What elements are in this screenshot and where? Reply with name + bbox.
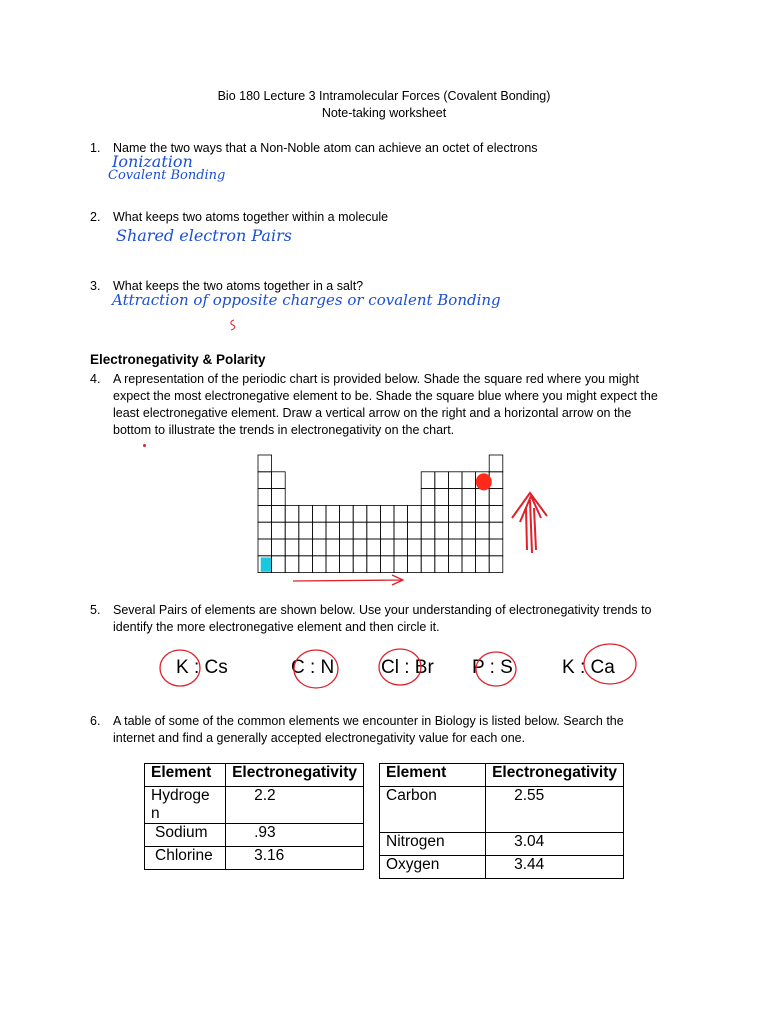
- stray-ink-mark: [228, 318, 238, 332]
- periodic-table-cell: [394, 539, 408, 556]
- periodic-table-cell: [380, 539, 394, 556]
- question-number: 3.: [90, 279, 101, 293]
- table-header: Element: [380, 764, 486, 787]
- question-text: expect the most electronegative element to be. Shade the square blue where you might expect the: [113, 389, 658, 403]
- periodic-table-cell: [326, 539, 340, 556]
- circle-mark: [476, 652, 516, 686]
- periodic-table-cell: [258, 489, 272, 506]
- periodic-table-cell: [435, 522, 449, 539]
- section-heading: Electronegativity & Polarity: [90, 352, 266, 367]
- periodic-table-cell: [462, 472, 476, 489]
- question-number: 4.: [90, 372, 101, 386]
- periodic-table-cell: [421, 522, 435, 539]
- periodic-table-cell: [435, 556, 449, 573]
- periodic-table-cell: [312, 539, 326, 556]
- periodic-table-cell: [380, 522, 394, 539]
- periodic-table-cell: [340, 556, 354, 573]
- periodic-table-cell: [326, 556, 340, 573]
- periodic-table-cell: [421, 556, 435, 573]
- electronegativity-table-right: [379, 763, 624, 879]
- table-row: [145, 824, 364, 847]
- question-text: Several Pairs of elements are shown below. Use your understanding of electronegativity trends to: [113, 603, 652, 617]
- table-cell: Nitrogen: [380, 833, 486, 856]
- periodic-table-cell: [299, 539, 313, 556]
- periodic-table-cell: [448, 472, 462, 489]
- table-row: [145, 847, 364, 870]
- periodic-table-cell: [380, 556, 394, 573]
- answer-circles: [150, 640, 650, 696]
- question-text: bottom to illustrate the trends in electronegativity on the chart.: [113, 423, 455, 437]
- periodic-table-cell: [462, 489, 476, 506]
- periodic-table-cell: [312, 522, 326, 539]
- question-text: Name the two ways that a Non-Noble atom can achieve an octet of electrons: [113, 141, 538, 155]
- circle-mark: [294, 650, 338, 688]
- periodic-table-cell: [408, 539, 422, 556]
- table-header: Element: [145, 764, 226, 787]
- periodic-table-cell: [476, 505, 490, 522]
- periodic-table-cell: [476, 539, 490, 556]
- handwritten-answer: Attraction of opposite charges or covalent Bonding: [112, 291, 501, 309]
- periodic-table-cell: [272, 472, 286, 489]
- periodic-table-cell: [462, 505, 476, 522]
- handwritten-answer: Covalent Bonding: [108, 168, 226, 183]
- periodic-table-cell: [448, 489, 462, 506]
- element-pair: Cl : Br: [381, 657, 434, 678]
- periodic-table-cell: [340, 539, 354, 556]
- periodic-table-cell: [448, 556, 462, 573]
- question-number: 2.: [90, 210, 101, 224]
- periodic-table-cell: [353, 556, 367, 573]
- circle-mark: [160, 650, 200, 686]
- periodic-table-cell: [299, 522, 313, 539]
- element-pair: C : N: [291, 657, 335, 678]
- periodic-table-cell: [258, 522, 272, 539]
- periodic-table-cell: [272, 522, 286, 539]
- worksheet-subtitle: Note-taking worksheet: [321, 106, 447, 120]
- periodic-table-cell: [394, 505, 408, 522]
- element-pair: K : Cs: [176, 657, 228, 678]
- table-header: Electronegativity: [226, 764, 364, 787]
- table-cell: Oxygen: [380, 856, 486, 879]
- table-cell: 2.2: [226, 787, 364, 824]
- question-text: What keeps the two atoms together in a salt?: [113, 279, 364, 293]
- periodic-table-cell: [258, 505, 272, 522]
- stray-ink-dot: [143, 444, 146, 447]
- periodic-table-cell: [258, 455, 272, 472]
- question-number: 1.: [90, 141, 101, 155]
- periodic-table-cell: [489, 455, 503, 472]
- periodic-table-cell: [272, 489, 286, 506]
- table-cell: 3.16: [226, 847, 364, 870]
- periodic-table-cell: [299, 556, 313, 573]
- periodic-table-cell: [421, 472, 435, 489]
- table-row: [145, 787, 364, 824]
- periodic-table-cell: [448, 539, 462, 556]
- periodic-table-cell: [272, 556, 286, 573]
- periodic-table-cell: [285, 522, 299, 539]
- periodic-table-cell: [421, 539, 435, 556]
- table-cell: 2.55: [486, 787, 624, 833]
- periodic-table-cell: [326, 522, 340, 539]
- handwritten-answer: Ionization: [112, 152, 193, 171]
- periodic-table-cell: [326, 505, 340, 522]
- periodic-table-cell: [258, 539, 272, 556]
- circle-mark: [584, 644, 636, 684]
- periodic-table-cell: [408, 556, 422, 573]
- table-header: Electronegativity: [486, 764, 624, 787]
- periodic-table-cell: [285, 556, 299, 573]
- periodic-table-cell: [312, 556, 326, 573]
- periodic-table-cell: [312, 505, 326, 522]
- periodic-table-cell: [462, 556, 476, 573]
- periodic-table-cell: [408, 522, 422, 539]
- periodic-table-cell: [408, 505, 422, 522]
- periodic-table-cell: [462, 522, 476, 539]
- periodic-table-cell: [353, 505, 367, 522]
- periodic-table-cell: [258, 472, 272, 489]
- periodic-table-cell: [394, 556, 408, 573]
- periodic-table-cell: [299, 505, 313, 522]
- periodic-table-cell: [340, 505, 354, 522]
- periodic-table-cell: [476, 556, 490, 573]
- periodic-table-cell: [448, 505, 462, 522]
- question-text: least electronegative element. Draw a vertical arrow on the right and a horizontal arrow on the: [113, 406, 632, 420]
- table-cell: 3.04: [486, 833, 624, 856]
- question-number: 5.: [90, 603, 101, 617]
- table-row: [380, 856, 624, 879]
- periodic-table-cell: [421, 505, 435, 522]
- periodic-table-cell: [272, 505, 286, 522]
- table-cell: Chlorine: [145, 847, 226, 870]
- table-row: [380, 787, 624, 833]
- periodic-table-cell: [448, 522, 462, 539]
- periodic-table-cell: [272, 539, 286, 556]
- periodic-table-cell: [476, 522, 490, 539]
- periodic-table-cell: [353, 539, 367, 556]
- periodic-table-cell: [285, 505, 299, 522]
- table-row: [380, 833, 624, 856]
- question-text: internet and find a generally accepted electronegativity value for each one.: [113, 731, 526, 745]
- periodic-table-cell: [367, 522, 381, 539]
- worksheet-title: Bio 180 Lecture 3 Intramolecular Forces (Covalent Bonding): [217, 89, 551, 103]
- periodic-table-cell: [394, 522, 408, 539]
- blue-shade-mark: [261, 557, 271, 571]
- periodic-table-cell: [353, 522, 367, 539]
- periodic-table-cell: [435, 505, 449, 522]
- question-text: A representation of the periodic chart is provided below. Shade the square red where you might: [113, 372, 640, 386]
- element-pair: K : Ca: [562, 657, 615, 678]
- table-cell: Carbon: [380, 787, 486, 833]
- periodic-table-cell: [435, 472, 449, 489]
- periodic-table-cell: [380, 505, 394, 522]
- periodic-table-cell: [367, 505, 381, 522]
- table-cell: .93: [226, 824, 364, 847]
- question-text: identify the more electronegative element and then circle it.: [113, 620, 440, 634]
- table-cell: 3.44: [486, 856, 624, 879]
- periodic-table-cell: [421, 489, 435, 506]
- question-text: What keeps two atoms together within a molecule: [113, 210, 389, 224]
- vertical-arrow: [500, 488, 560, 558]
- handwritten-answer: Shared electron Pairs: [116, 226, 292, 245]
- circle-mark: [379, 649, 421, 685]
- periodic-table-cell: [340, 522, 354, 539]
- periodic-table-cell: [285, 539, 299, 556]
- periodic-table-cell: [367, 556, 381, 573]
- electronegativity-table-left: [144, 763, 364, 870]
- periodic-table-cell: [435, 539, 449, 556]
- table-cell: Sodium: [145, 824, 226, 847]
- element-pair: P : S: [472, 657, 513, 678]
- periodic-table-cell: [435, 489, 449, 506]
- question-number: 6.: [90, 714, 101, 728]
- periodic-table-cell: [462, 539, 476, 556]
- horizontal-arrow: [290, 572, 410, 590]
- periodic-table-cell: [476, 489, 490, 506]
- table-cell: Hydroge n: [145, 787, 226, 824]
- periodic-table-cell: [367, 539, 381, 556]
- periodic-table-cell: [489, 556, 503, 573]
- red-shade-mark: [476, 473, 492, 490]
- question-text: A table of some of the common elements we encounter in Biology is listed below. Search the: [113, 714, 624, 728]
